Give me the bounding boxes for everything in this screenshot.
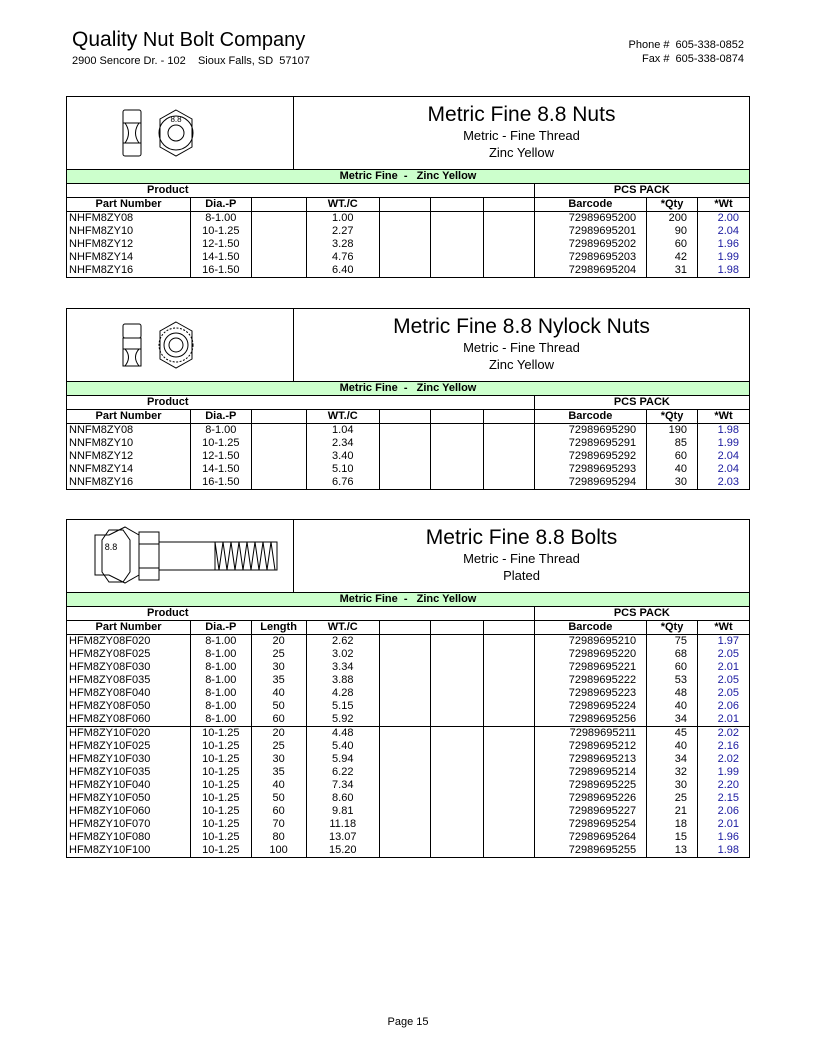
table-row bbox=[67, 476, 750, 490]
dia-cell: 10-1.25 bbox=[191, 753, 251, 766]
barcode-cell: 72989695255 bbox=[534, 844, 646, 858]
weight-cell: 1.04 bbox=[306, 424, 379, 438]
section-subtitle: Metric - Fine Thread bbox=[463, 340, 580, 355]
barcode-cell: 72989695294 bbox=[534, 476, 646, 490]
dia-cell: 12-1.50 bbox=[191, 238, 251, 251]
phone-number: 605-338-0852 bbox=[675, 39, 744, 51]
length-cell: 70 bbox=[251, 818, 306, 831]
length-cell bbox=[251, 437, 306, 450]
part-number-cell: NNFM8ZY08 bbox=[67, 424, 191, 438]
length-cell: 30 bbox=[251, 753, 306, 766]
barcode-cell: 72989695220 bbox=[534, 648, 646, 661]
length-cell: 25 bbox=[251, 648, 306, 661]
dia-cell: 10-1.25 bbox=[191, 779, 251, 792]
barcode-cell: 72989695223 bbox=[534, 687, 646, 700]
qty-cell: 30 bbox=[647, 779, 698, 792]
weight-cell: 5.15 bbox=[306, 700, 379, 713]
length-cell: 60 bbox=[251, 713, 306, 727]
table-row bbox=[67, 251, 750, 264]
qty-cell: 15 bbox=[647, 831, 698, 844]
dia-cell: 8-1.00 bbox=[191, 674, 251, 687]
part-number-cell: HFM8ZY10F040 bbox=[67, 779, 191, 792]
table-row bbox=[67, 264, 750, 278]
pack-weight-cell: 2.00 bbox=[697, 212, 749, 226]
length-cell bbox=[251, 424, 306, 438]
part-number-cell: HFM8ZY10F080 bbox=[67, 831, 191, 844]
qty-cell: 13 bbox=[647, 844, 698, 858]
dia-cell: 14-1.50 bbox=[191, 251, 251, 264]
company-name: Quality Nut Bolt Company bbox=[72, 28, 306, 51]
table-row bbox=[67, 661, 750, 674]
qty-cell: 30 bbox=[647, 476, 698, 490]
part-number-cell: HFM8ZY10F050 bbox=[67, 792, 191, 805]
part-number-cell: HFM8ZY08F060 bbox=[67, 713, 191, 727]
dia-cell: 10-1.25 bbox=[191, 792, 251, 805]
section-finish: Plated bbox=[503, 568, 540, 583]
length-cell bbox=[251, 476, 306, 490]
section-metric-fine-bolts bbox=[66, 519, 750, 858]
part-number-cell: HFM8ZY10F025 bbox=[67, 740, 191, 753]
weight-cell: 3.28 bbox=[306, 238, 379, 251]
dia-cell: 8-1.00 bbox=[191, 424, 251, 438]
dia-cell: 10-1.25 bbox=[191, 766, 251, 779]
grade-mark: 8.8 bbox=[170, 115, 182, 124]
finish-band: Metric Fine - Zinc Yellow bbox=[67, 593, 750, 607]
qty-cell: 75 bbox=[647, 635, 698, 649]
table-row bbox=[67, 238, 750, 251]
table-row bbox=[67, 818, 750, 831]
qty-cell: 34 bbox=[647, 713, 698, 727]
qty-cell: 18 bbox=[647, 818, 698, 831]
table-row bbox=[67, 674, 750, 687]
length-cell: 80 bbox=[251, 831, 306, 844]
barcode-cell: 72989695202 bbox=[534, 238, 646, 251]
part-number-cell: HFM8ZY10F035 bbox=[67, 766, 191, 779]
dia-cell: 10-1.25 bbox=[191, 437, 251, 450]
part-number-cell: NHFM8ZY14 bbox=[67, 251, 191, 264]
qty-cell: 85 bbox=[647, 437, 698, 450]
barcode-cell: 72989695292 bbox=[534, 450, 646, 463]
pack-weight-cell: 1.97 bbox=[697, 635, 749, 649]
column-headers: Part Number Dia.-P WT./C Barcode *Qty *Wt bbox=[67, 410, 750, 424]
dia-cell: 10-1.25 bbox=[191, 225, 251, 238]
barcode-cell: 72989695222 bbox=[534, 674, 646, 687]
barcode-cell: 72989695264 bbox=[534, 831, 646, 844]
length-cell: 40 bbox=[251, 779, 306, 792]
part-number-cell: NHFM8ZY12 bbox=[67, 238, 191, 251]
length-cell bbox=[251, 251, 306, 264]
table-row bbox=[67, 424, 750, 438]
part-number-cell: NHFM8ZY10 bbox=[67, 225, 191, 238]
fax-label: Fax # bbox=[641, 53, 670, 65]
barcode-cell: 72989695201 bbox=[534, 225, 646, 238]
hex-nut-icon bbox=[67, 97, 293, 169]
length-cell: 100 bbox=[251, 844, 306, 858]
part-number-cell: HFM8ZY10F060 bbox=[67, 805, 191, 818]
product-table bbox=[66, 169, 750, 278]
qty-cell: 40 bbox=[647, 700, 698, 713]
qty-cell: 60 bbox=[647, 238, 698, 251]
part-number-cell: HFM8ZY08F025 bbox=[67, 648, 191, 661]
product-group-header: Product bbox=[67, 396, 380, 410]
pack-weight-cell: 2.01 bbox=[697, 661, 749, 674]
barcode-cell: 72989695224 bbox=[534, 700, 646, 713]
nylock-nut-icon bbox=[67, 309, 293, 381]
part-number-cell: HFM8ZY10F020 bbox=[67, 727, 191, 741]
product-table bbox=[66, 592, 750, 858]
length-cell bbox=[251, 238, 306, 251]
section-finish: Zinc Yellow bbox=[488, 145, 555, 160]
part-number-cell: NNFM8ZY16 bbox=[67, 476, 191, 490]
length-cell: 50 bbox=[251, 792, 306, 805]
finish-band: Metric Fine - Zinc Yellow bbox=[67, 382, 750, 396]
table-row bbox=[67, 437, 750, 450]
part-number-cell: HFM8ZY08F030 bbox=[67, 661, 191, 674]
section-subtitle: Metric - Fine Thread bbox=[463, 128, 580, 143]
barcode-cell: 72989695227 bbox=[534, 805, 646, 818]
part-number-cell: HFM8ZY10F030 bbox=[67, 753, 191, 766]
qty-cell: 60 bbox=[647, 450, 698, 463]
product-image bbox=[67, 309, 294, 381]
pack-weight-cell: 1.99 bbox=[697, 437, 749, 450]
barcode-cell: 72989695203 bbox=[534, 251, 646, 264]
dia-cell: 12-1.50 bbox=[191, 450, 251, 463]
table-row bbox=[67, 635, 750, 649]
length-cell: 20 bbox=[251, 727, 306, 741]
part-number-cell: NNFM8ZY10 bbox=[67, 437, 191, 450]
table-row bbox=[67, 727, 750, 741]
qty-cell: 25 bbox=[647, 792, 698, 805]
weight-cell: 8.60 bbox=[306, 792, 379, 805]
barcode-cell: 72989695293 bbox=[534, 463, 646, 476]
phone-label: Phone # bbox=[628, 39, 670, 51]
company-contact bbox=[609, 38, 744, 66]
qty-cell: 90 bbox=[647, 225, 698, 238]
pack-weight-cell: 2.16 bbox=[697, 740, 749, 753]
dia-cell: 8-1.00 bbox=[191, 648, 251, 661]
grade-mark: 8.8 bbox=[104, 542, 118, 552]
dia-cell: 8-1.00 bbox=[191, 635, 251, 649]
pack-weight-cell: 2.05 bbox=[697, 687, 749, 700]
table-row bbox=[67, 753, 750, 766]
section-subtitle: Metric - Fine Thread bbox=[463, 551, 580, 566]
pack-weight-cell: 1.98 bbox=[697, 424, 749, 438]
weight-cell: 15.20 bbox=[306, 844, 379, 858]
pack-weight-cell: 2.06 bbox=[697, 700, 749, 713]
pack-weight-cell: 2.06 bbox=[697, 805, 749, 818]
qty-cell: 48 bbox=[647, 687, 698, 700]
pack-weight-cell: 2.05 bbox=[697, 674, 749, 687]
dia-cell: 16-1.50 bbox=[191, 476, 251, 490]
table-row bbox=[67, 779, 750, 792]
length-cell bbox=[251, 463, 306, 476]
qty-cell: 31 bbox=[647, 264, 698, 278]
weight-cell: 3.34 bbox=[306, 661, 379, 674]
pack-weight-cell: 1.96 bbox=[697, 238, 749, 251]
product-group-header: Product bbox=[67, 607, 380, 621]
section-title: Metric Fine 8.8 Bolts bbox=[425, 526, 618, 549]
barcode-cell: 72989695204 bbox=[534, 264, 646, 278]
dia-cell: 10-1.25 bbox=[191, 727, 251, 741]
table-row bbox=[67, 687, 750, 700]
part-number-cell: NHFM8ZY16 bbox=[67, 264, 191, 278]
hex-bolt-icon bbox=[67, 520, 293, 592]
weight-cell: 6.40 bbox=[306, 264, 379, 278]
part-number-cell: NNFM8ZY12 bbox=[67, 450, 191, 463]
length-cell: 20 bbox=[251, 635, 306, 649]
qty-cell: 200 bbox=[647, 212, 698, 226]
barcode-cell: 72989695213 bbox=[534, 753, 646, 766]
pack-weight-cell: 2.15 bbox=[697, 792, 749, 805]
pack-weight-cell: 1.98 bbox=[697, 844, 749, 858]
weight-cell: 5.94 bbox=[306, 753, 379, 766]
length-cell bbox=[251, 450, 306, 463]
dia-cell: 10-1.25 bbox=[191, 805, 251, 818]
table-row bbox=[67, 225, 750, 238]
barcode-cell: 72989695226 bbox=[534, 792, 646, 805]
product-image bbox=[67, 520, 294, 592]
pack-weight-cell: 2.01 bbox=[697, 818, 749, 831]
weight-cell: 4.76 bbox=[306, 251, 379, 264]
dia-cell: 8-1.00 bbox=[191, 713, 251, 727]
dia-cell: 8-1.00 bbox=[191, 661, 251, 674]
dia-cell: 10-1.25 bbox=[191, 831, 251, 844]
dia-cell: 14-1.50 bbox=[191, 463, 251, 476]
column-headers: Part Number Dia.-P WT./C Barcode *Qty *Wt bbox=[67, 198, 750, 212]
pack-weight-cell: 2.02 bbox=[697, 727, 749, 741]
pack-weight-cell: 2.03 bbox=[697, 476, 749, 490]
barcode-cell: 72989695212 bbox=[534, 740, 646, 753]
length-cell: 25 bbox=[251, 740, 306, 753]
qty-cell: 32 bbox=[647, 766, 698, 779]
weight-cell: 2.62 bbox=[306, 635, 379, 649]
product-group-header: Product bbox=[67, 184, 380, 198]
pack-weight-cell: 1.98 bbox=[697, 264, 749, 278]
length-cell: 35 bbox=[251, 674, 306, 687]
table-row bbox=[67, 766, 750, 779]
dia-cell: 8-1.00 bbox=[191, 700, 251, 713]
barcode-cell: 72989695291 bbox=[534, 437, 646, 450]
weight-cell: 2.27 bbox=[306, 225, 379, 238]
part-number-cell: HFM8ZY08F050 bbox=[67, 700, 191, 713]
pack-weight-cell: 2.01 bbox=[697, 713, 749, 727]
barcode-cell: 72989695221 bbox=[534, 661, 646, 674]
table-row bbox=[67, 713, 750, 727]
table-row bbox=[67, 844, 750, 858]
length-cell: 30 bbox=[251, 661, 306, 674]
qty-cell: 45 bbox=[647, 727, 698, 741]
table-row bbox=[67, 740, 750, 753]
pcs-pack-header: PCS PACK bbox=[534, 396, 749, 410]
qty-cell: 34 bbox=[647, 753, 698, 766]
table-row bbox=[67, 648, 750, 661]
weight-cell: 13.07 bbox=[306, 831, 379, 844]
pack-weight-cell: 1.96 bbox=[697, 831, 749, 844]
section-finish: Zinc Yellow bbox=[488, 357, 555, 372]
barcode-cell: 72989695290 bbox=[534, 424, 646, 438]
weight-cell: 3.02 bbox=[306, 648, 379, 661]
company-header bbox=[72, 28, 310, 67]
pack-weight-cell: 2.04 bbox=[697, 463, 749, 476]
pack-weight-cell: 1.99 bbox=[697, 251, 749, 264]
column-headers: Part Number Dia.-P Length WT./C Barcode *Qty *Wt bbox=[67, 621, 750, 635]
weight-cell: 6.76 bbox=[306, 476, 379, 490]
section-title: Metric Fine 8.8 Nylock Nuts bbox=[393, 315, 650, 338]
table-row bbox=[67, 792, 750, 805]
barcode-cell: 72989695214 bbox=[534, 766, 646, 779]
part-number-cell: HFM8ZY08F035 bbox=[67, 674, 191, 687]
pack-weight-cell: 2.04 bbox=[697, 450, 749, 463]
weight-cell: 5.10 bbox=[306, 463, 379, 476]
part-number-cell: HFM8ZY10F100 bbox=[67, 844, 191, 858]
pack-weight-cell: 1.99 bbox=[697, 766, 749, 779]
dia-cell: 10-1.25 bbox=[191, 818, 251, 831]
pack-weight-cell: 2.20 bbox=[697, 779, 749, 792]
barcode-cell: 72989695211 bbox=[534, 727, 646, 741]
qty-cell: 68 bbox=[647, 648, 698, 661]
part-number-cell: NHFM8ZY08 bbox=[67, 212, 191, 226]
weight-cell: 1.00 bbox=[306, 212, 379, 226]
barcode-cell: 72989695256 bbox=[534, 713, 646, 727]
table-row bbox=[67, 805, 750, 818]
barcode-cell: 72989695254 bbox=[534, 818, 646, 831]
length-cell: 35 bbox=[251, 766, 306, 779]
qty-cell: 53 bbox=[647, 674, 698, 687]
page-number: Page 15 bbox=[387, 1016, 429, 1028]
weight-cell: 9.81 bbox=[306, 805, 379, 818]
qty-cell: 40 bbox=[647, 463, 698, 476]
table-row bbox=[67, 463, 750, 476]
length-cell bbox=[251, 225, 306, 238]
dia-cell: 16-1.50 bbox=[191, 264, 251, 278]
table-row bbox=[67, 212, 750, 226]
table-row bbox=[67, 450, 750, 463]
section-metric-fine-nylock-nuts bbox=[66, 308, 750, 490]
part-number-cell: NNFM8ZY14 bbox=[67, 463, 191, 476]
section-metric-fine-nuts bbox=[66, 96, 750, 278]
dia-cell: 8-1.00 bbox=[191, 687, 251, 700]
dia-cell: 10-1.25 bbox=[191, 740, 251, 753]
qty-cell: 21 bbox=[647, 805, 698, 818]
pack-weight-cell: 2.04 bbox=[697, 225, 749, 238]
company-address: 2900 Sencore Dr. - 102 Sioux Falls, SD 57107 bbox=[72, 55, 310, 67]
weight-cell: 4.48 bbox=[306, 727, 379, 741]
length-cell bbox=[251, 264, 306, 278]
length-cell bbox=[251, 212, 306, 226]
weight-cell: 7.34 bbox=[306, 779, 379, 792]
weight-cell: 2.34 bbox=[306, 437, 379, 450]
product-table bbox=[66, 381, 750, 490]
weight-cell: 5.40 bbox=[306, 740, 379, 753]
table-row bbox=[67, 700, 750, 713]
weight-cell: 3.88 bbox=[306, 674, 379, 687]
pack-weight-cell: 2.05 bbox=[697, 648, 749, 661]
qty-cell: 40 bbox=[647, 740, 698, 753]
weight-cell: 5.92 bbox=[306, 713, 379, 727]
barcode-cell: 72989695225 bbox=[534, 779, 646, 792]
pcs-pack-header: PCS PACK bbox=[534, 184, 749, 198]
weight-cell: 3.40 bbox=[306, 450, 379, 463]
weight-cell: 11.18 bbox=[306, 818, 379, 831]
part-number-cell: HFM8ZY10F070 bbox=[67, 818, 191, 831]
qty-cell: 190 bbox=[647, 424, 698, 438]
pcs-pack-header: PCS PACK bbox=[534, 607, 749, 621]
fax-number: 605-338-0874 bbox=[675, 53, 744, 65]
pack-weight-cell: 2.02 bbox=[697, 753, 749, 766]
finish-band: Metric Fine - Zinc Yellow bbox=[67, 170, 750, 184]
part-number-cell: HFM8ZY08F040 bbox=[67, 687, 191, 700]
length-cell: 60 bbox=[251, 805, 306, 818]
barcode-cell: 72989695200 bbox=[534, 212, 646, 226]
part-number-cell: HFM8ZY08F020 bbox=[67, 635, 191, 649]
length-cell: 50 bbox=[251, 700, 306, 713]
length-cell: 40 bbox=[251, 687, 306, 700]
qty-cell: 42 bbox=[647, 251, 698, 264]
table-row bbox=[67, 831, 750, 844]
dia-cell: 8-1.00 bbox=[191, 212, 251, 226]
product-image bbox=[67, 97, 294, 169]
weight-cell: 4.28 bbox=[306, 687, 379, 700]
barcode-cell: 72989695210 bbox=[534, 635, 646, 649]
dia-cell: 10-1.25 bbox=[191, 844, 251, 858]
section-title: Metric Fine 8.8 Nuts bbox=[427, 103, 616, 126]
qty-cell: 60 bbox=[647, 661, 698, 674]
weight-cell: 6.22 bbox=[306, 766, 379, 779]
